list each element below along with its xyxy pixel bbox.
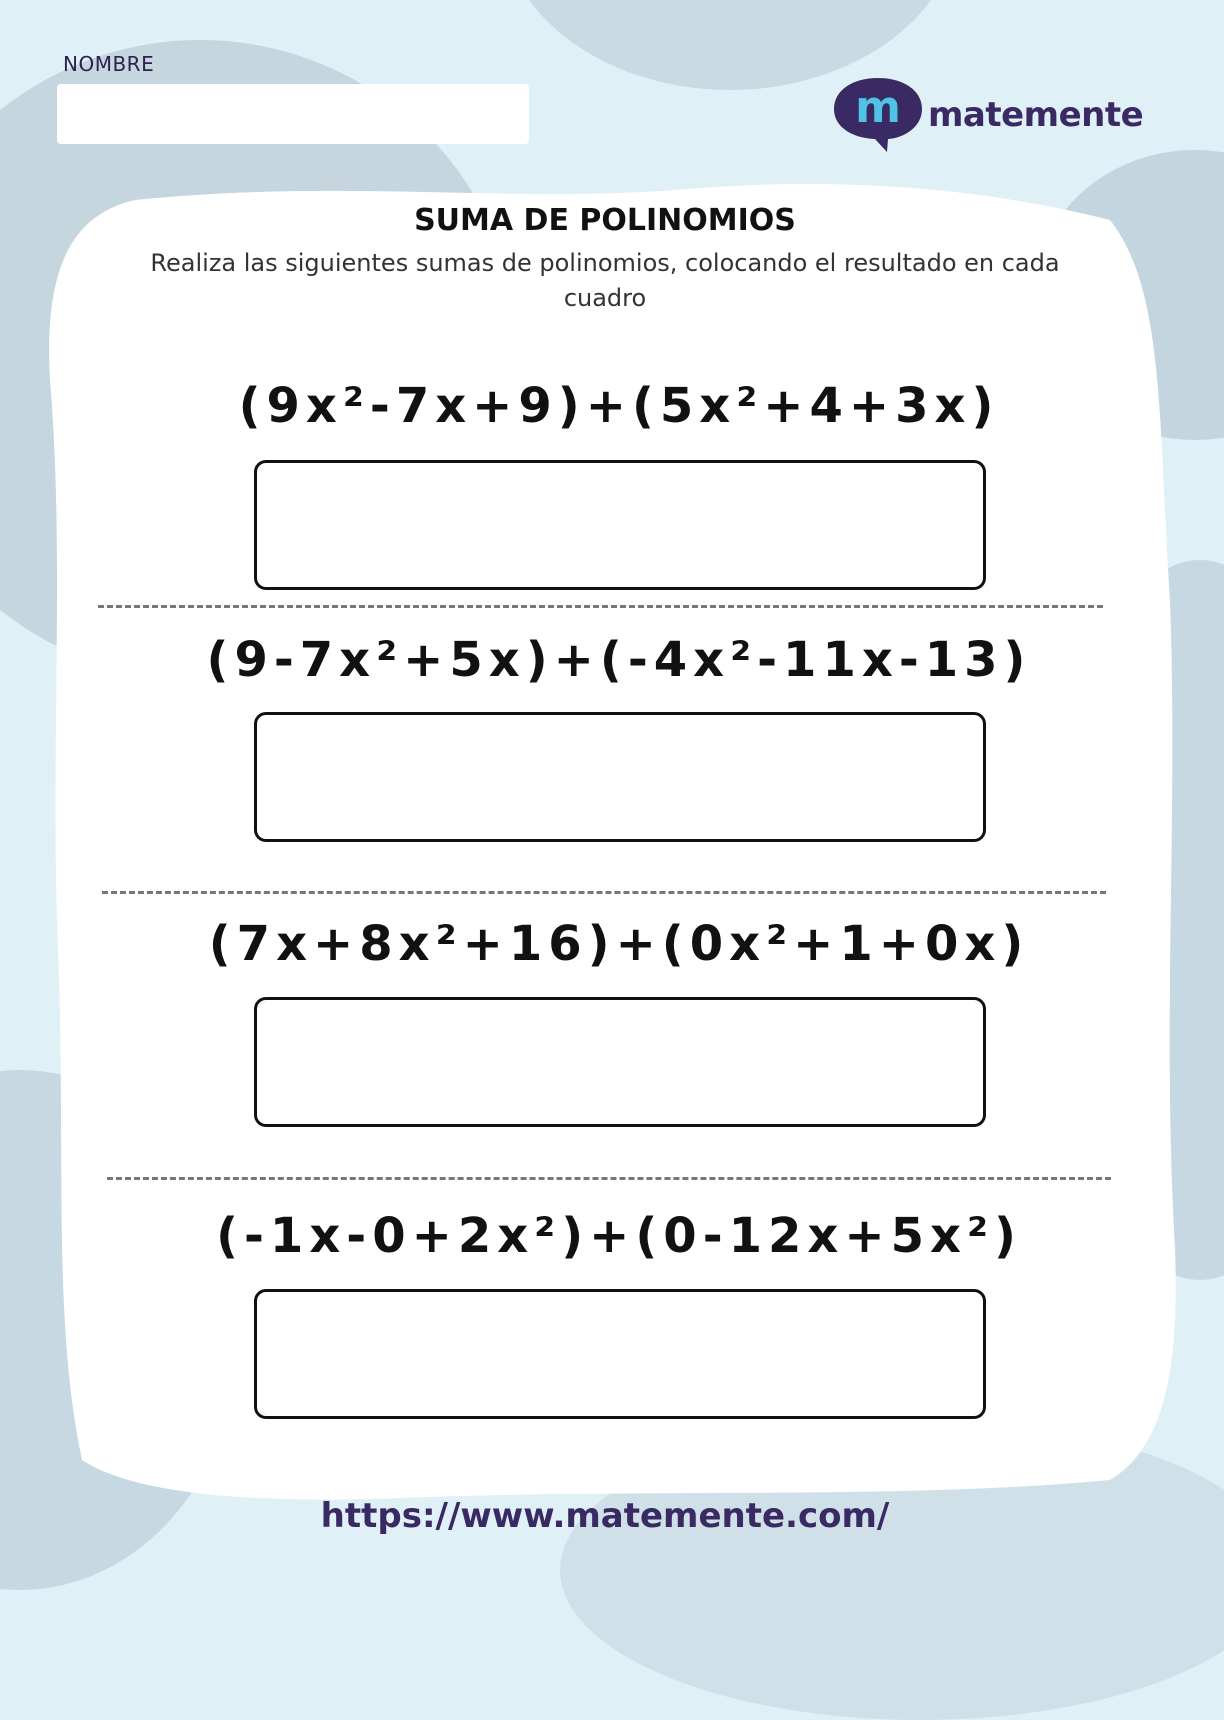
dashed-divider xyxy=(102,891,1106,894)
name-label: NOMBRE xyxy=(63,52,155,76)
dashed-divider xyxy=(107,1177,1111,1180)
logo-letter: m xyxy=(855,82,901,133)
worksheet-title: SUMA DE POLINOMIOS xyxy=(414,203,796,238)
dashed-divider xyxy=(98,605,1103,608)
problem-expression: (-1x-0+2x²)+(0-12x+5x²) xyxy=(216,1208,1022,1264)
logo-wordmark: matemente xyxy=(928,95,1144,135)
matemente-logo xyxy=(832,76,1143,154)
answer-box[interactable] xyxy=(254,997,986,1127)
footer-website-link[interactable]: https://www.matemente.com/ xyxy=(320,1496,890,1536)
answer-box[interactable] xyxy=(254,460,986,590)
speech-bubble-logo-icon xyxy=(832,76,924,154)
answer-box[interactable] xyxy=(254,712,986,842)
problem-expression: (7x+8x²+16)+(0x²+1+0x) xyxy=(208,916,1030,972)
worksheet-instructions: Realiza las siguientes sumas de polinomios, colocando el resultado en cada cuadro xyxy=(150,249,1060,312)
name-input[interactable] xyxy=(57,84,529,144)
problem-expression: (9x²-7x+9)+(5x²+4+3x) xyxy=(238,378,1000,434)
answer-box[interactable] xyxy=(254,1289,986,1419)
problem-expression: (9-7x²+5x)+(-4x²-11x-13) xyxy=(206,632,1032,688)
